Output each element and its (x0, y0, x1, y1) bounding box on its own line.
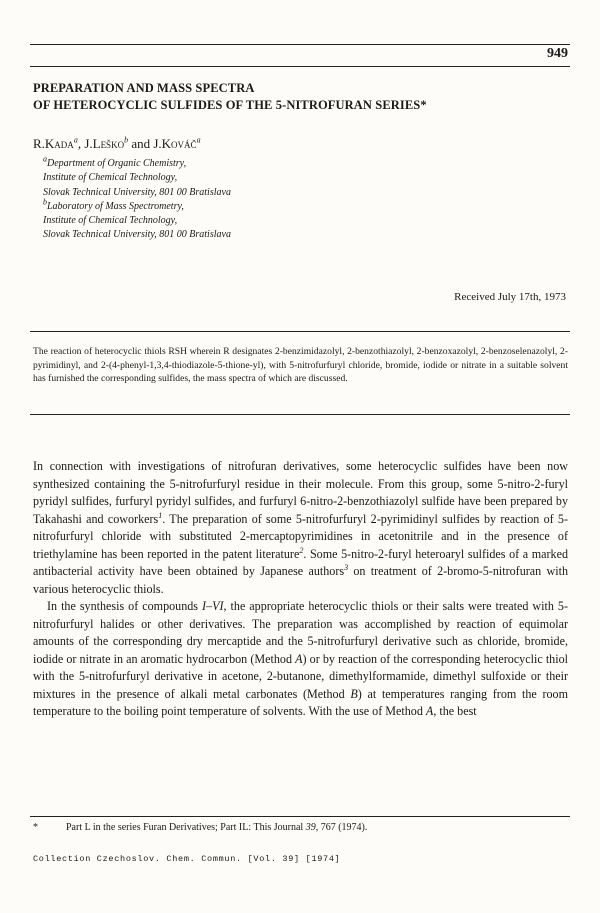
abstract-top-rule (30, 331, 570, 332)
affiliation-a-university: Slovak Technical University, 801 00 Bratislava (43, 186, 231, 198)
method-b: B (350, 686, 358, 701)
author-separator: , (77, 136, 85, 151)
paragraph-1: In connection with investigations of nitrofuran derivatives, some heterocyclic sulfides have been now synthesized containing the 5-nitrofurfuryl residue in their molecule. From this group, some 5-nitro-2-furyl pyridyl sulfides, furfuryl pyridyl sulfides, and furfuryl 6-nitro-2-benzothiazolyl sulfide have been prepared by Takahashi and coworkers$^1$. The preparation of some 5-nitrofurfuryl 2-pyrimidinyl sulfides by reaction of 5-nitrofurfuryl chloride with substituted 2-mercaptopyrimidines in acetonitrile and in the presence of triethylamine has been reported in the patent literature$^2$. Some 5-nitro-2-furyl heteroaryl sulfides of a marked antibacterial activity have been obtained by Japanese authors$^3$ on treatment of 2-bromo-5-nitrofuran with various heterocyclic thiols. (33, 459, 568, 596)
page-number: 949 (547, 46, 568, 61)
reference-1[interactable]: 1 (158, 510, 163, 520)
author-separator: and (128, 136, 154, 151)
footnote: * Part L in the series Furan Derivatives; Part IL: This Journal 39, 767 (1974). (33, 822, 368, 833)
footnote-volume: 39 (305, 822, 316, 833)
reference-2[interactable]: 2 (299, 545, 304, 555)
footnote-rule (30, 816, 570, 817)
affiliation-b: $^b$Laboratory of Mass Spectrometry, (43, 197, 184, 212)
affiliation-a-institute: Institute of Chemical Technology, (43, 172, 178, 184)
title-line-1: PREPARATION AND MASS SPECTRA (33, 81, 255, 95)
affiliation-b-university: Slovak Technical University, 801 00 Bratislava (43, 229, 231, 241)
paragraph-2: In the synthesis of compounds I–VI, the appropriate heterocyclic thiols or their salts were treated with 5-nitrofurfuryl halides or other derivatives. The preparation was accomplished by reaction of equimolar amounts of the corresponding dry mercaptide and the 5-nitrofurfuryl derivative such as chloride, bromide, iodide or nitrate in an aromatic hydrocarbon (Method A) or by reaction of the corresponding heterocyclic thiol with the 5-nitrofurfuryl derivative in acetone, 2-butanone, dimethylformamide, dimethyl sulfoxide or their mixtures in the presence of alkali metal carbonates (Method B) at temperatures ranging from the room temperature to the boiling point temperature of solvents. With the use of Method A, the best (33, 599, 568, 718)
title-line-2: OF HETEROCYCLIC SULFIDES OF THE 5-NITROFURAN SERIES* (33, 98, 427, 112)
method-a: A (295, 651, 303, 666)
author-kada-affil: a (73, 135, 78, 145)
author-lesko: J.Leško (84, 136, 125, 151)
author-kovac-affil: a (196, 135, 201, 145)
method-a: A (425, 704, 434, 718)
abstract: The reaction of heterocyclic thiols RSH wherein R designates 2-benzimidazolyl, 2-benzothiazolyl, 2-benzoxazolyl, 2-benzoselenazolyl, 2-pyrimidinyl, and 2-(4-phenyl-1,3,4-thiodiazole-5-thione-yl), with 5-nitrofurfuryl chloride, bromide, iodide or nitrate in a suitable solvent has furnished the corresponding sulfides, the mass spectra of which are discussed. (33, 346, 568, 385)
article-title (33, 80, 573, 114)
received-date: Received July 17th, 1973 (454, 291, 566, 303)
abstract-bottom-rule (30, 414, 570, 415)
affiliation-b-institute: Institute of Chemical Technology, (43, 215, 178, 227)
affiliations (43, 154, 231, 243)
compound-range: I–VI (202, 599, 224, 613)
affiliation-a: $^a$Department of Organic Chemistry, (43, 154, 187, 169)
reference-3[interactable]: 3 (344, 562, 349, 572)
top-rule (30, 44, 570, 45)
journal-citation: Collection Czechoslov. Chem. Commun. [Vol. 39] [1974] (33, 854, 341, 864)
author-kovac: J.Kováč (153, 136, 197, 151)
author-lesko-affil: b (124, 135, 129, 145)
footnote-mark: * (33, 822, 38, 833)
author-list (33, 136, 201, 152)
article-body (33, 458, 568, 721)
author-kada: R.Kada (33, 136, 74, 151)
header-rule (30, 66, 570, 67)
